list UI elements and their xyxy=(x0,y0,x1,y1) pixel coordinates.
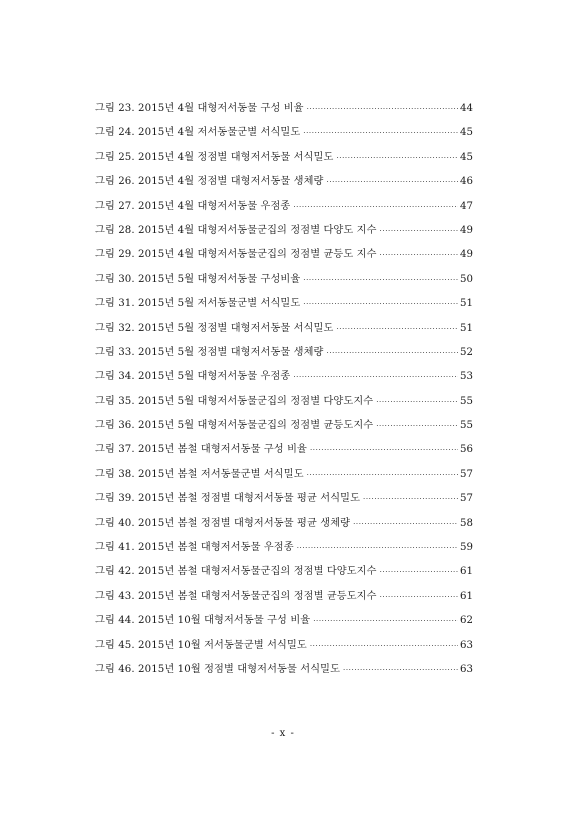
table-of-figures xyxy=(95,97,473,682)
toc-dot-leader xyxy=(310,438,458,462)
toc-entry-title: 그림 35. 2015년 5월 대형저서동물군집의 정점별 다양도지수 xyxy=(95,395,374,407)
toc-dot-leader xyxy=(376,414,458,438)
toc-entry xyxy=(95,512,473,536)
toc-entry-page: 45 xyxy=(460,127,473,139)
toc-dot-leader xyxy=(307,463,458,487)
toc-entry-title: 그림 43. 2015년 봄철 대형저서동물군집의 정점별 균등도지수 xyxy=(95,590,377,602)
toc-dot-leader xyxy=(363,487,458,511)
toc-entry-title: 그림 44. 2015년 10월 대형저서동물 구성 비율 xyxy=(95,615,311,627)
toc-entry-page: 62 xyxy=(460,615,473,627)
toc-entry-page: 57 xyxy=(460,468,473,480)
toc-entry xyxy=(95,268,473,292)
toc-entry xyxy=(95,560,473,584)
toc-entry-title: 그림 23. 2015년 4월 대형저서동물 구성 비율 xyxy=(95,103,304,114)
toc-entry xyxy=(95,97,473,121)
toc-entry-page: 49 xyxy=(460,249,473,261)
toc-entry xyxy=(95,463,473,487)
toc-entry xyxy=(95,195,473,219)
toc-entry-title: 그림 46. 2015년 10월 정점별 대형저서동물 서식밀도 xyxy=(95,663,341,675)
toc-entry xyxy=(95,414,473,438)
toc-entry xyxy=(95,170,473,194)
toc-entry-title: 그림 42. 2015년 봄철 대형저서동물군집의 정점별 다양도지수 xyxy=(95,566,377,578)
toc-entry xyxy=(95,219,473,243)
toc-dot-leader xyxy=(336,317,458,341)
toc-entry xyxy=(95,487,473,511)
toc-dot-leader xyxy=(313,609,458,633)
toc-entry xyxy=(95,292,473,316)
toc-entry-title: 그림 27. 2015년 4월 대형저서동물 우점종 xyxy=(95,200,291,212)
toc-entry-title: 그림 40. 2015년 봄철 정점별 대형저서동물 평균 생체량 xyxy=(95,517,351,529)
toc-entry-title: 그림 24. 2015년 4월 저서동물군별 서식밀도 xyxy=(95,127,301,139)
toc-entry-page: 51 xyxy=(460,298,473,310)
toc-entry-page: 51 xyxy=(460,322,473,334)
toc-entry-page: 52 xyxy=(460,346,473,358)
toc-entry-title: 그림 32. 2015년 5월 정점별 대형저서동물 서식밀도 xyxy=(95,322,334,334)
toc-entry-page: 49 xyxy=(460,224,473,236)
toc-entry-page: 46 xyxy=(460,176,473,188)
toc-dot-leader xyxy=(293,365,458,389)
toc-entry-title: 그림 26. 2015년 4월 정점별 대형저서동물 생체량 xyxy=(95,176,324,188)
toc-dot-leader xyxy=(297,536,458,560)
toc-entry-title: 그림 39. 2015년 봄철 정점별 대형저서동물 평균 서식밀도 xyxy=(95,493,361,505)
toc-entry-title: 그림 41. 2015년 봄철 대형저서동물 우점종 xyxy=(95,542,294,554)
toc-entry xyxy=(95,585,473,609)
toc-entry-page: 55 xyxy=(460,420,473,432)
toc-entry xyxy=(95,609,473,633)
toc-entry-page: 61 xyxy=(460,566,473,578)
toc-entry-title: 그림 28. 2015년 4월 대형저서동물군집의 정점별 다양도 지수 xyxy=(95,224,377,236)
toc-entry-title: 그림 33. 2015년 5월 정점별 대형저서동물 생체량 xyxy=(95,346,324,358)
toc-dot-leader xyxy=(303,292,458,316)
toc-dot-leader xyxy=(376,390,458,414)
toc-dot-leader xyxy=(303,268,458,292)
toc-entry xyxy=(95,341,473,365)
toc-entry-page: 59 xyxy=(460,542,473,554)
toc-dot-leader xyxy=(327,170,459,194)
page-number: - x - xyxy=(271,728,295,739)
toc-entry-page: 56 xyxy=(460,444,473,456)
toc-entry-page: 61 xyxy=(460,590,473,602)
toc-entry xyxy=(95,536,473,560)
toc-entry-page: 44 xyxy=(460,103,473,114)
toc-entry xyxy=(95,438,473,462)
toc-entry-page: 47 xyxy=(460,200,473,212)
toc-entry-title: 그림 37. 2015년 봄철 대형저서동물 구성 비율 xyxy=(95,444,307,456)
toc-dot-leader xyxy=(303,121,458,145)
toc-dot-leader xyxy=(380,243,458,267)
toc-entry-title: 그림 25. 2015년 4월 정점별 대형저서동물 서식밀도 xyxy=(95,151,334,163)
toc-entry-page: 57 xyxy=(460,493,473,505)
toc-dot-leader xyxy=(336,146,458,170)
toc-entry-title: 그림 45. 2015년 10월 저서동물군별 서식밀도 xyxy=(95,639,307,651)
toc-dot-leader xyxy=(380,219,458,243)
toc-entry xyxy=(95,658,473,682)
toc-entry-title: 그림 38. 2015년 봄철 저서동물군별 서식밀도 xyxy=(95,468,304,480)
toc-dot-leader xyxy=(327,341,459,365)
toc-entry-title: 그림 30. 2015년 5월 대형저서동물 구성비율 xyxy=(95,273,301,285)
toc-entry-title: 그림 29. 2015년 4월 대형저서동물군집의 정점별 균등도 지수 xyxy=(95,249,377,261)
toc-entry-page: 45 xyxy=(460,151,473,163)
toc-dot-leader xyxy=(343,658,458,682)
toc-entry-page: 63 xyxy=(460,639,473,651)
toc-dot-leader xyxy=(380,560,458,584)
toc-dot-leader xyxy=(380,585,458,609)
toc-entry-page: 58 xyxy=(460,517,473,529)
toc-entry xyxy=(95,121,473,145)
toc-entry-title: 그림 31. 2015년 5월 저서동물군별 서식밀도 xyxy=(95,298,301,310)
toc-entry-page: 53 xyxy=(460,371,473,383)
toc-dot-leader xyxy=(353,512,458,536)
toc-dot-leader xyxy=(307,97,458,121)
toc-entry xyxy=(95,634,473,658)
toc-entry xyxy=(95,243,473,267)
toc-dot-leader xyxy=(293,195,458,219)
toc-entry xyxy=(95,317,473,341)
toc-entry-title: 그림 36. 2015년 5월 대형저서동물군집의 정점별 균등도지수 xyxy=(95,420,374,432)
toc-entry-page: 50 xyxy=(460,273,473,285)
toc-entry xyxy=(95,365,473,389)
toc-entry-page: 63 xyxy=(460,663,473,675)
toc-entry xyxy=(95,390,473,414)
toc-dot-leader xyxy=(310,634,458,658)
toc-entry-page: 55 xyxy=(460,395,473,407)
toc-entry-title: 그림 34. 2015년 5월 대형저서동물 우점종 xyxy=(95,371,291,383)
toc-entry xyxy=(95,146,473,170)
